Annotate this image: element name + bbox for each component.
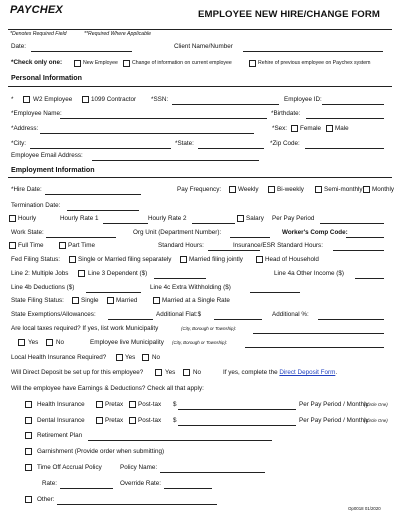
birthdate-label: *Birthdate:: [271, 110, 301, 117]
line4a-field[interactable]: [355, 278, 384, 279]
live-municipality-label: Employee live Municipality: [90, 339, 164, 346]
retirement-checkbox[interactable]: [25, 432, 32, 439]
policy-name-field[interactable]: [160, 472, 265, 473]
hourly-rate-2-label: Hourly Rate 2: [148, 215, 187, 222]
state-single-checkbox[interactable]: [72, 297, 79, 304]
applicable-note: **Required Where Applicable: [84, 31, 151, 37]
direct-deposit-label: Will Direct Deposit be set up for this employee?: [11, 369, 144, 376]
ssn-field[interactable]: [172, 104, 279, 105]
dental-per-pay: Per Pay Period / Monthly: [299, 417, 369, 424]
client-name-field[interactable]: [243, 51, 383, 52]
state-married-single-checkbox[interactable]: [153, 297, 160, 304]
employee-name-label: *Employee Name:: [11, 110, 62, 117]
dental-pretax-checkbox[interactable]: [96, 417, 103, 424]
hourly-rate-2-field[interactable]: [192, 223, 235, 224]
dental-posttax-label: Post-tax: [138, 417, 162, 424]
retirement-label: Retirement Plan: [37, 432, 83, 439]
insurance-hours-label: Insurance/ESR Standard Hours:: [233, 242, 323, 249]
required-note: *Denotes Required Field: [10, 31, 67, 37]
time-off-label: Time Off Accrual Policy: [37, 464, 102, 471]
employee-id-label: Employee ID:: [284, 96, 322, 103]
pay-frequency-label: Pay Frequency:: [177, 186, 222, 193]
per-pay-period-field[interactable]: [320, 223, 384, 224]
live-municipality-field[interactable]: [245, 347, 384, 348]
zip-field[interactable]: [305, 148, 384, 149]
health-pretax-label: Pretax: [105, 401, 124, 408]
dd-complete-text: [223, 370, 337, 376]
monthly-label: Monthly: [372, 186, 395, 193]
w2-checkbox[interactable]: [23, 96, 30, 103]
biweekly-label: Bi-weekly: [277, 186, 304, 193]
other-field[interactable]: [57, 504, 217, 505]
live-municipality-note: (City, Borough or Township):: [172, 340, 228, 345]
insurance-hours-field[interactable]: [333, 250, 384, 251]
local-taxes-label: Are local taxes required? If yes, list work Municipality: [11, 325, 159, 332]
hourly-checkbox[interactable]: [9, 215, 16, 222]
hourly-rate-1-label: Hourly Rate 1: [60, 215, 99, 222]
work-state-field[interactable]: [46, 237, 116, 238]
hire-date-label: *Hire Date:: [11, 186, 42, 193]
dental-amount-field[interactable]: [178, 425, 296, 426]
part-time-checkbox[interactable]: [59, 242, 66, 249]
line4c-label: Line 4c Extra Withholding ($): [150, 284, 231, 291]
weekly-checkbox[interactable]: [229, 186, 236, 193]
city-label: *City:: [11, 140, 27, 147]
monthly-checkbox[interactable]: [363, 186, 370, 193]
state-married-checkbox[interactable]: [107, 297, 114, 304]
line4a-label: Line 4a Other Income ($): [274, 270, 345, 277]
paychex-logo: PAYCHEX: [10, 4, 63, 16]
contractor-checkbox[interactable]: [82, 96, 89, 103]
w2-label: W2 Employee: [33, 96, 73, 103]
date-label: Date:: [11, 43, 27, 50]
fed-single-label: Single or Married filing separately: [78, 256, 172, 263]
termination-date-field[interactable]: [67, 210, 139, 211]
dental-posttax-checkbox[interactable]: [129, 417, 136, 424]
line4c-field[interactable]: [250, 292, 300, 293]
health-per-pay: Per Pay Period / Monthly: [299, 401, 369, 408]
local-taxes-yes-label: Yes: [28, 339, 39, 346]
additional-pct-field[interactable]: [318, 319, 384, 320]
check-only-one-label: *Check only one:: [11, 59, 63, 66]
state-single-label: Single: [81, 297, 99, 304]
dental-insurance-label: Dental Insurance: [37, 417, 85, 424]
change-info-label: Change of information on current employee: [132, 60, 232, 66]
form-code: Op0018 01/2020: [348, 506, 381, 511]
local-health-yes-label: Yes: [125, 354, 136, 361]
contractor-label: 1099 Contractor: [91, 96, 137, 103]
health-amount-field[interactable]: [178, 409, 296, 410]
local-health-label: Local Health Insurance Required?: [11, 354, 107, 361]
state-married-label: Married: [116, 297, 138, 304]
direct-deposit-form-link[interactable]: Direct Deposit Form: [279, 369, 336, 376]
full-time-checkbox[interactable]: [9, 242, 16, 249]
fed-married-label: Married filing jointly: [189, 256, 243, 263]
rehire-checkbox[interactable]: [249, 60, 256, 67]
org-unit-field[interactable]: [230, 237, 270, 238]
zip-label: *Zip Code:: [270, 140, 300, 147]
other-checkbox[interactable]: [25, 496, 32, 503]
new-employee-checkbox[interactable]: [74, 60, 81, 67]
semimonthly-checkbox[interactable]: [315, 186, 322, 193]
part-time-label: Part Time: [68, 242, 95, 249]
full-time-label: Full Time: [18, 242, 44, 249]
state-field[interactable]: [198, 148, 264, 149]
time-off-checkbox[interactable]: [25, 464, 32, 471]
health-pretax-checkbox[interactable]: [96, 401, 103, 408]
male-checkbox[interactable]: [326, 125, 333, 132]
client-name-label: Client Name/Number: [174, 43, 233, 50]
rate-field[interactable]: [60, 488, 113, 489]
garnishment-label: Garnishment (Provide order when submitting): [37, 448, 165, 455]
line2-label: Line 2: Multiple Jobs: [11, 270, 69, 277]
dental-insurance-checkbox[interactable]: [25, 417, 32, 424]
header-rule: [8, 29, 392, 30]
per-pay-period-label: Per Pay Period: [272, 215, 315, 222]
employee-id-field[interactable]: [322, 104, 384, 105]
line4b-label: Line 4b Deductions ($): [11, 284, 75, 291]
fed-married-checkbox[interactable]: [180, 256, 187, 263]
standard-hours-field[interactable]: [208, 250, 260, 251]
ssn-label: *SSN:: [151, 96, 169, 103]
dd-no-label: No: [193, 369, 202, 376]
override-rate-field[interactable]: [164, 488, 212, 489]
dd-yes-label: Yes: [165, 369, 176, 376]
form-title: EMPLOYEE NEW HIRE/CHANGE FORM: [198, 9, 380, 20]
employment-info-heading: Employment Information: [11, 166, 95, 174]
garnishment-checkbox[interactable]: [25, 448, 32, 455]
female-label: Female: [300, 125, 321, 132]
local-health-no-checkbox[interactable]: [142, 354, 149, 361]
health-posttax-label: Post-tax: [138, 401, 162, 408]
employee-name-field[interactable]: [60, 118, 267, 119]
termination-date-label: Termination Date:: [11, 202, 61, 209]
retirement-field[interactable]: [88, 440, 272, 441]
hire-date-field[interactable]: [45, 194, 141, 195]
rate-label: Rate:: [42, 480, 58, 487]
health-dollar: $: [173, 401, 177, 408]
workers-comp-label: Worker's Comp Code:: [282, 229, 348, 236]
salary-checkbox[interactable]: [237, 215, 244, 222]
semimonthly-label: Semi-monthly: [324, 186, 363, 193]
personal-info-heading: Personal Information: [11, 74, 82, 82]
rehire-label: Rehire of previous employee on Paychex system: [258, 60, 371, 66]
state-label: *State:: [175, 140, 194, 147]
workers-comp-field[interactable]: [346, 237, 384, 238]
state-filing-label: State Filing Status:: [11, 297, 64, 304]
state-exemptions-label: State Exemptions/Allowances:: [11, 311, 96, 318]
local-taxes-note: (City, Borough or Township):: [181, 326, 237, 331]
biweekly-checkbox[interactable]: [268, 186, 275, 193]
email-label: Employee Email Address:: [11, 152, 83, 159]
health-insurance-label: Health Insurance: [37, 401, 85, 408]
work-state-label: Work State:: [11, 229, 44, 236]
state-exemptions-field[interactable]: [108, 319, 153, 320]
female-checkbox[interactable]: [291, 125, 298, 132]
line3-label: Line 3 Dependent ($): [88, 270, 148, 277]
fed-filing-label: Fed Filing Status:: [11, 256, 60, 263]
standard-hours-label: Standard Hours:: [158, 242, 204, 249]
address-field[interactable]: [40, 133, 254, 134]
dd-period: .: [335, 369, 338, 376]
state-married-single-label: Married at a Single Rate: [162, 297, 230, 304]
local-health-yes-checkbox[interactable]: [116, 354, 123, 361]
personal-rule: [8, 86, 392, 87]
health-posttax-checkbox[interactable]: [129, 401, 136, 408]
line2-checkbox[interactable]: [78, 270, 85, 277]
email-field[interactable]: [92, 160, 259, 161]
line4b-field[interactable]: [86, 292, 141, 293]
org-unit-label: Org Unit (Department Number):: [133, 229, 222, 236]
additional-flat-field[interactable]: [214, 319, 262, 320]
fed-single-checkbox[interactable]: [69, 256, 76, 263]
dd-no-checkbox[interactable]: [183, 369, 190, 376]
weekly-label: Weekly: [238, 186, 259, 193]
override-rate-label: Override Rate:: [120, 480, 161, 487]
other-label: Other:: [37, 496, 55, 503]
dental-pretax-label: Pretax: [105, 417, 124, 424]
date-field[interactable]: [31, 51, 132, 52]
health-circle-one: (Circle One): [364, 402, 388, 407]
local-taxes-no-label: No: [56, 339, 65, 346]
change-info-checkbox[interactable]: [123, 60, 130, 67]
male-label: Male: [335, 125, 349, 132]
local-health-no-label: No: [152, 354, 161, 361]
fed-head-checkbox[interactable]: [256, 256, 263, 263]
dental-dollar: $: [173, 417, 177, 424]
dd-complete-label: If yes, complete the: [223, 369, 278, 376]
work-municipality-field[interactable]: [253, 333, 384, 334]
dd-yes-checkbox[interactable]: [155, 369, 162, 376]
asterisk: *: [11, 96, 14, 103]
additional-pct-label: Additional %:: [272, 311, 309, 318]
health-insurance-checkbox[interactable]: [25, 401, 32, 408]
earnings-question: Will the employee have Earnings & Deductions? Check all that apply:: [11, 385, 204, 392]
address-label: *Address:: [11, 125, 39, 132]
new-employee-label: New Employee: [83, 60, 118, 66]
additional-flat-label: Additional Flat:$: [156, 311, 202, 318]
salary-label: Salary: [246, 215, 264, 222]
line3-field[interactable]: [154, 278, 206, 279]
city-field[interactable]: [30, 148, 171, 149]
fed-head-label: Head of Household: [265, 256, 319, 263]
hourly-label: Hourly: [18, 215, 37, 222]
policy-name-label: Policy Name:: [120, 464, 158, 471]
hourly-rate-1-field[interactable]: [103, 223, 148, 224]
local-taxes-no-checkbox[interactable]: [46, 339, 53, 346]
dental-circle-one: (Circle One): [364, 418, 388, 423]
sex-label: *Sex:: [272, 125, 288, 132]
local-taxes-yes-checkbox[interactable]: [18, 339, 25, 346]
employment-rule: [8, 177, 392, 178]
birthdate-field[interactable]: [306, 118, 384, 119]
